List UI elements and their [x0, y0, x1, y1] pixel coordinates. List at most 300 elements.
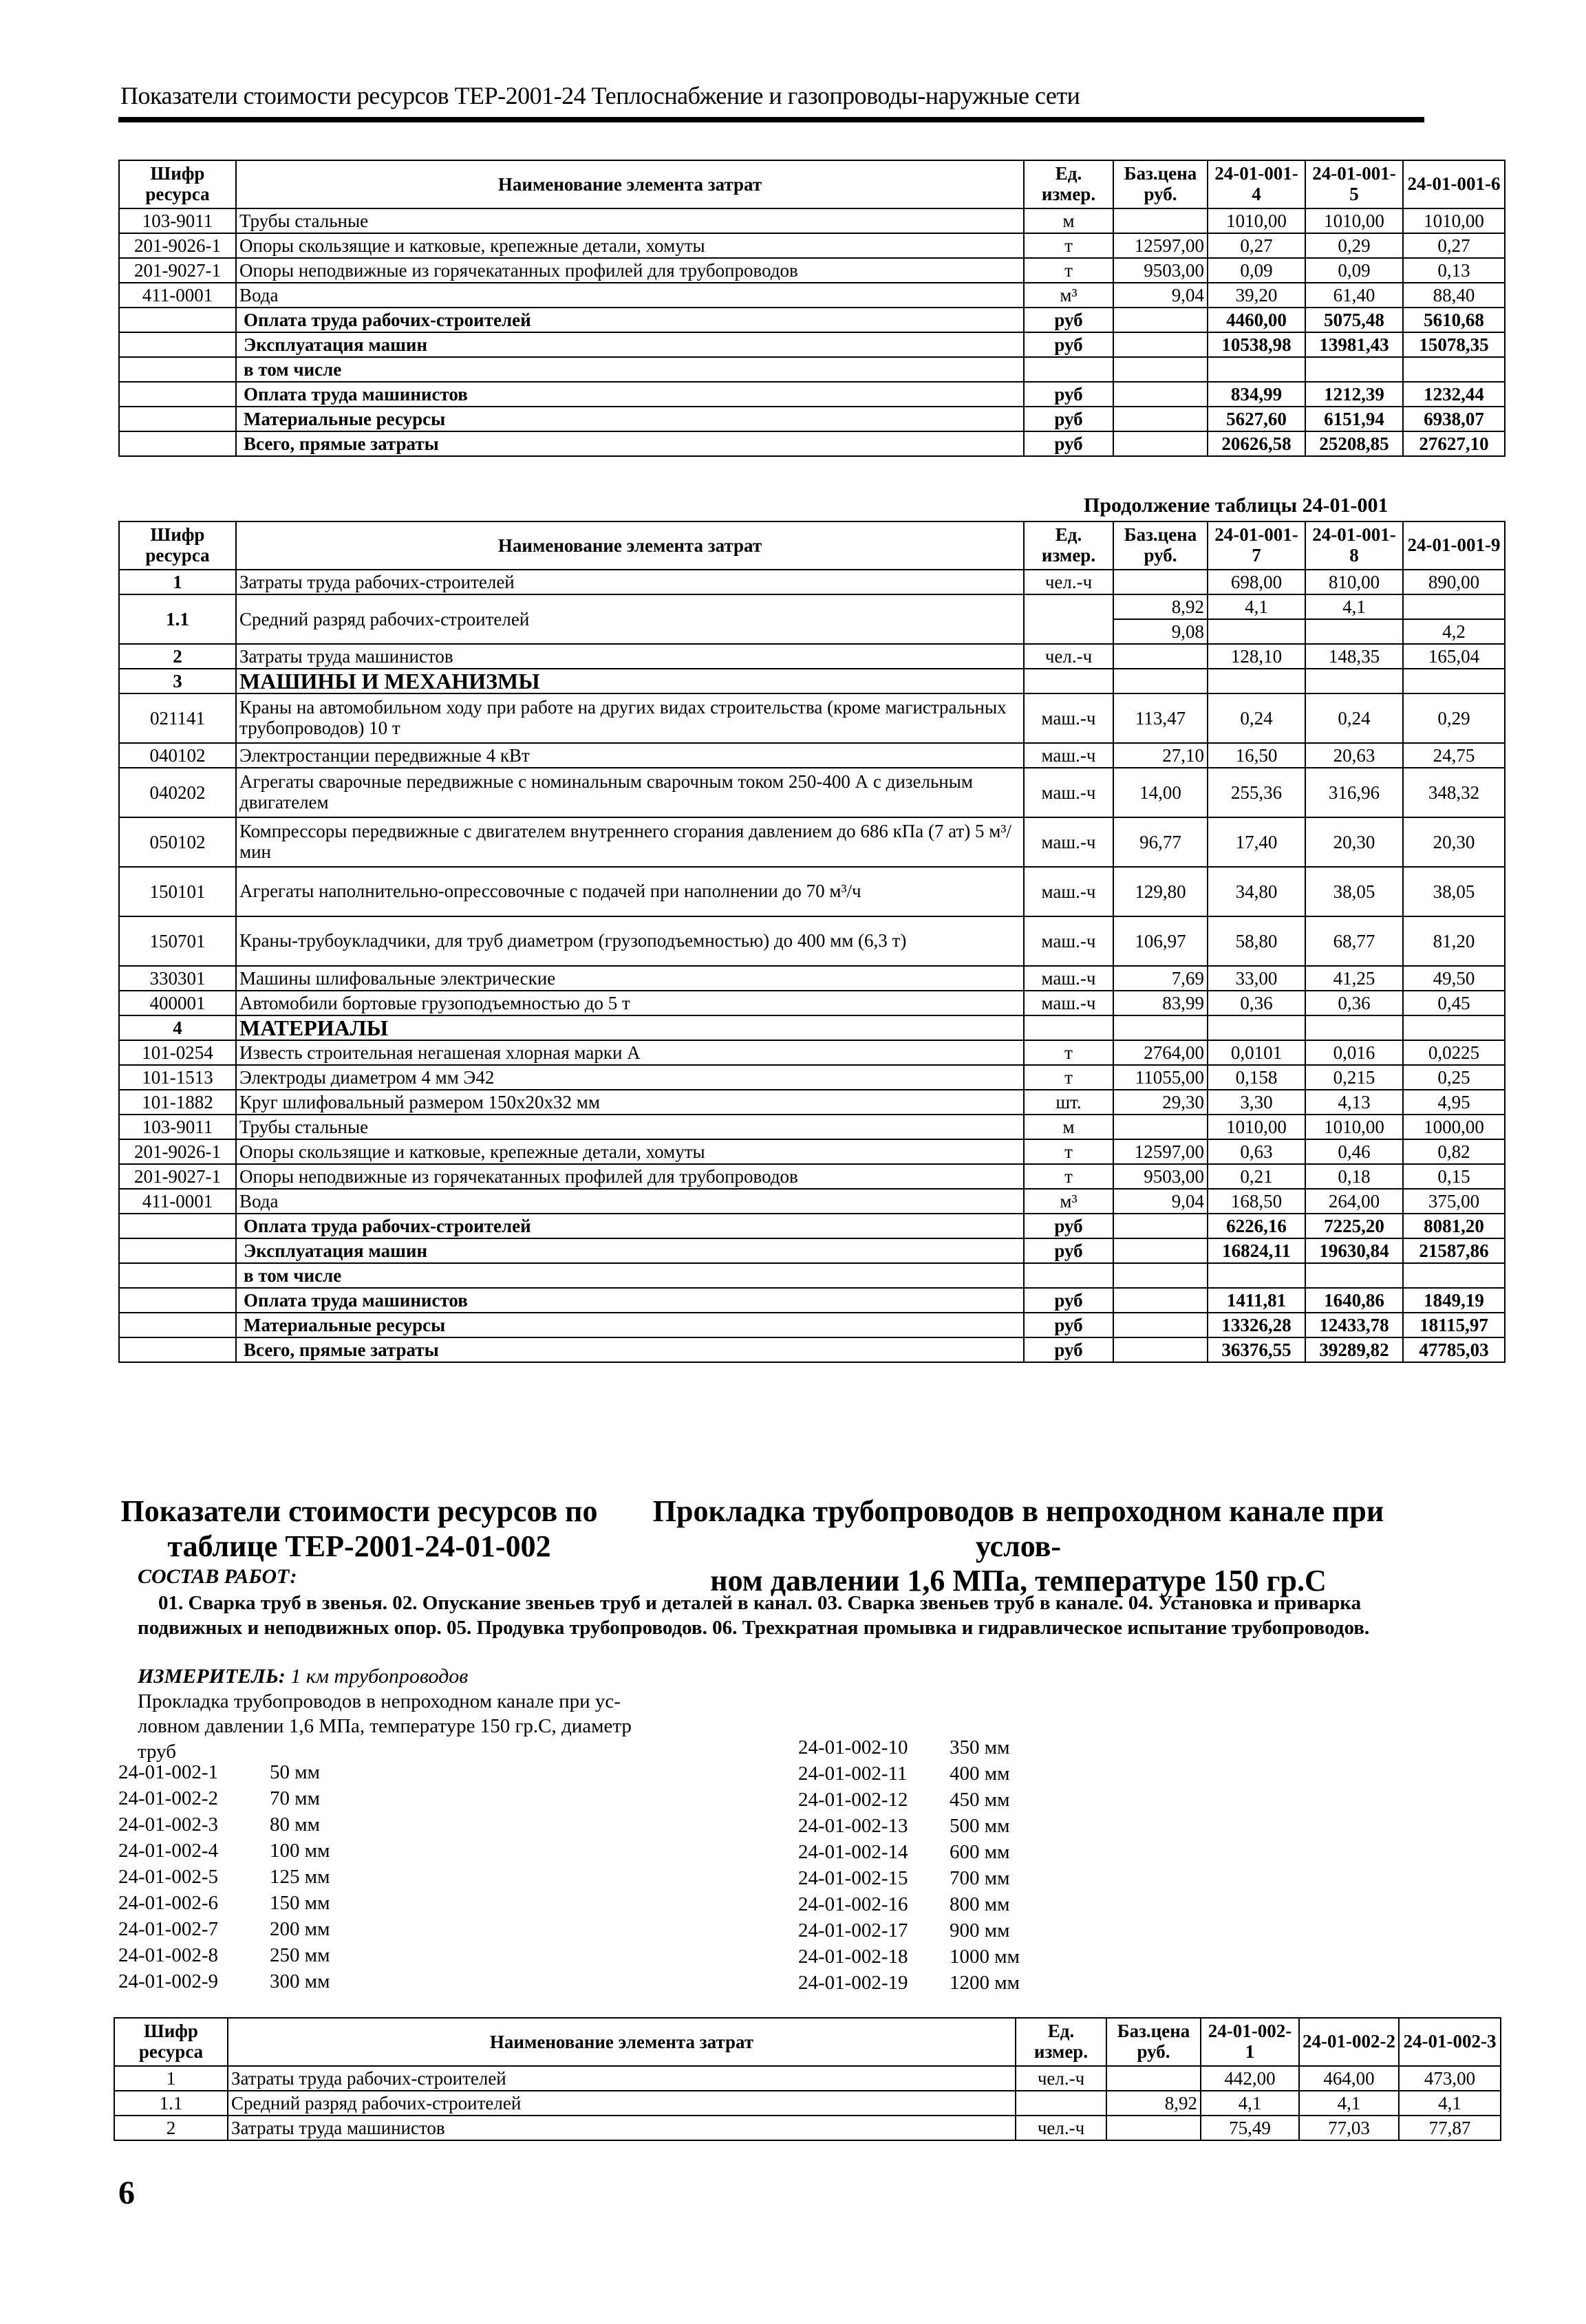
totals-row — [119, 1238, 1505, 1263]
value-c: 88,40 — [1403, 283, 1505, 308]
totals-value-a — [1208, 357, 1305, 382]
col-name-header: Наименование элемента затрат — [228, 2018, 1016, 2066]
section-row — [119, 669, 1505, 693]
resource-name: Агрегаты наполнительно-опрессовочные с подачей при наполнении до 70 м³/ч — [236, 867, 1024, 916]
resource-price: 9,04 — [1113, 283, 1208, 308]
col-unit-header: Ед. измер. — [1016, 2018, 1106, 2066]
resource-name: Известь строительная негашеная хлорная марки А — [236, 1040, 1024, 1065]
resource-price: 27,10 — [1113, 743, 1208, 768]
value-a: 1010,00 — [1208, 208, 1305, 233]
totals-code-blank — [119, 1313, 236, 1337]
resource-unit: м — [1024, 1115, 1113, 1139]
table-row — [119, 233, 1505, 258]
page-number: 6 — [118, 2175, 135, 2211]
resource-code: 150101 — [119, 867, 236, 916]
diameter-code: 24-01-002-4 — [118, 1840, 218, 1862]
totals-name: Эксплуатация машин — [236, 332, 1024, 357]
value-b — [1305, 619, 1403, 644]
totals-price-blank — [1113, 1263, 1208, 1288]
diameter-item — [798, 1919, 1009, 1942]
totals-price-blank — [1113, 332, 1208, 357]
value-a: 128,10 — [1208, 644, 1305, 669]
diameter-item — [118, 1918, 330, 1941]
resource-price: 12597,00 — [1113, 233, 1208, 258]
value-a: 33,00 — [1208, 966, 1305, 991]
table-row — [119, 768, 1505, 817]
resource-unit: м³ — [1024, 283, 1113, 308]
totals-price-blank — [1113, 382, 1208, 407]
value-b: 0,36 — [1305, 991, 1403, 1015]
totals-row — [119, 1263, 1505, 1288]
resource-unit: маш.-ч — [1024, 867, 1113, 916]
value-c: 473,00 — [1399, 2066, 1501, 2091]
value-a: 0,09 — [1208, 258, 1305, 283]
resource-price: 8,92 — [1106, 2091, 1201, 2116]
value-a: 17,40 — [1208, 817, 1305, 867]
diameter-description — [138, 1689, 757, 1764]
resource-unit: маш.-ч — [1024, 966, 1113, 991]
value-a: 34,80 — [1208, 867, 1305, 916]
section-title: МАШИНЫ И МЕХАНИЗМЫ — [236, 669, 1024, 693]
value-c: 1010,00 — [1403, 208, 1505, 233]
totals-value-b — [1305, 1263, 1403, 1288]
diameter-code: 24-01-002-8 — [118, 1944, 218, 1966]
totals-unit — [1024, 357, 1113, 382]
totals-unit: руб — [1024, 1337, 1113, 1362]
resource-unit: т — [1024, 1065, 1113, 1090]
totals-price-blank — [1113, 1313, 1208, 1337]
table-continuation-caption: Продолжение таблицы 24-01-001 — [1084, 494, 1389, 517]
resource-unit: маш.-ч — [1024, 817, 1113, 867]
totals-name: Оплата труда рабочих-строителей — [236, 1214, 1024, 1238]
value-c: 20,30 — [1403, 817, 1505, 867]
value-c: 0,82 — [1403, 1139, 1505, 1164]
col-code-header-c: 24-01-002-3 — [1399, 2018, 1501, 2066]
resource-price: 29,30 — [1113, 1090, 1208, 1115]
diameter-item — [118, 1866, 330, 1889]
totals-code-blank — [119, 1263, 236, 1288]
resource-unit: т — [1024, 233, 1113, 258]
col-unit-header: Ед. измер. — [1024, 160, 1113, 208]
resource-name: Затраты труда машинистов — [228, 2116, 1016, 2140]
resource-code: 040202 — [119, 768, 236, 817]
diameter-code: 24-01-002-9 — [118, 1970, 218, 1992]
table-row — [119, 1164, 1505, 1189]
totals-unit: руб — [1024, 382, 1113, 407]
value-c: 890,00 — [1403, 570, 1505, 594]
value-a: 0,158 — [1208, 1065, 1305, 1090]
totals-row — [119, 431, 1505, 456]
diameter-code: 24-01-002-12 — [798, 1789, 908, 1811]
value-a: 3,30 — [1208, 1090, 1305, 1115]
value-c — [1403, 594, 1505, 619]
value-b: 4,1 — [1305, 594, 1403, 619]
diameter-code: 24-01-002-14 — [798, 1841, 908, 1863]
resource-code: 411-0001 — [119, 283, 236, 308]
resource-price: 9503,00 — [1113, 258, 1208, 283]
value-b: 1010,00 — [1305, 208, 1403, 233]
resource-code: 1.1 — [114, 2091, 228, 2116]
totals-value-c: 47785,03 — [1403, 1337, 1505, 1362]
col-price-header: Баз.цена руб. — [1113, 160, 1208, 208]
value-c: 0,27 — [1403, 233, 1505, 258]
diameter-size: 350 мм — [950, 1736, 1010, 1758]
table-row — [119, 644, 1505, 669]
resource-name: Затраты труда рабочих-строителей — [236, 570, 1024, 594]
diameter-code: 24-01-002-16 — [798, 1893, 908, 1915]
totals-value-a: 16824,11 — [1208, 1238, 1305, 1263]
totals-value-b: 5075,48 — [1305, 308, 1403, 332]
totals-value-a: 36376,55 — [1208, 1337, 1305, 1362]
table-row — [114, 2066, 1501, 2091]
table-row — [119, 1115, 1505, 1139]
value-b: 0,29 — [1305, 233, 1403, 258]
totals-value-c — [1403, 1263, 1505, 1288]
diameter-code: 24-01-002-6 — [118, 1892, 218, 1914]
diameter-size: 200 мм — [270, 1918, 330, 1940]
section-title-left-line2: таблице ТЕР-2001-24-01-002 — [167, 1529, 551, 1563]
col-price-header: Баз.цена руб. — [1113, 521, 1208, 570]
totals-name: Оплата труда машинистов — [236, 382, 1024, 407]
resource-name: Краны на автомобильном ходу при работе на других видах строительства (кроме магистральных трубопроводов) 10 т — [236, 693, 1024, 743]
diameter-item — [798, 1789, 1009, 1811]
diameter-code: 24-01-002-11 — [798, 1763, 908, 1785]
resource-code: 101-1513 — [119, 1065, 236, 1090]
diameter-size: 1000 мм — [950, 1946, 1020, 1968]
resource-name: Вода — [236, 1189, 1024, 1214]
diameter-list-left — [118, 1761, 428, 1995]
diameter-size: 125 мм — [270, 1866, 330, 1888]
diameter-item — [798, 1841, 1009, 1864]
resource-price — [1106, 2066, 1201, 2091]
value-a: 168,50 — [1208, 1189, 1305, 1214]
totals-row — [119, 308, 1505, 332]
value-c: 348,32 — [1403, 768, 1505, 817]
value-b: 264,00 — [1305, 1189, 1403, 1214]
resource-code: 330301 — [119, 966, 236, 991]
resource-price: 129,80 — [1113, 867, 1208, 916]
resource-code: 021141 — [119, 693, 236, 743]
diameter-size: 400 мм — [950, 1763, 1010, 1785]
table-row — [119, 693, 1505, 743]
resource-name: Вода — [236, 283, 1024, 308]
resource-code: 201-9026-1 — [119, 1139, 236, 1164]
resource-code: 050102 — [119, 817, 236, 867]
totals-price-blank — [1113, 431, 1208, 456]
diameter-item — [798, 1736, 1009, 1759]
totals-value-c: 8081,20 — [1403, 1214, 1505, 1238]
value-b: 0,09 — [1305, 258, 1403, 283]
totals-value-b: 19630,84 — [1305, 1238, 1403, 1263]
totals-value-c: 6938,07 — [1403, 407, 1505, 431]
table-row — [119, 817, 1505, 867]
totals-name: Эксплуатация машин — [236, 1238, 1024, 1263]
section-code: 3 — [119, 669, 236, 693]
totals-value-c: 5610,68 — [1403, 308, 1505, 332]
totals-value-a: 4460,00 — [1208, 308, 1305, 332]
diameter-item — [118, 1944, 330, 1967]
totals-value-b: 1640,86 — [1305, 1288, 1403, 1313]
value-c: 0,13 — [1403, 258, 1505, 283]
resource-table-002-1-3 — [114, 2017, 1501, 2141]
table-row — [114, 2116, 1501, 2140]
diameter-code: 24-01-002-3 — [118, 1814, 218, 1836]
totals-code-blank — [119, 1214, 236, 1238]
resource-price: 12597,00 — [1113, 1139, 1208, 1164]
totals-value-b: 25208,85 — [1305, 431, 1403, 456]
totals-row — [119, 1214, 1505, 1238]
meter-value: 1 км трубопроводов — [290, 1665, 469, 1688]
totals-row — [119, 332, 1505, 357]
resource-code: 1 — [119, 570, 236, 594]
resource-unit — [1024, 594, 1113, 644]
table-row — [119, 743, 1505, 768]
totals-value-c: 15078,35 — [1403, 332, 1505, 357]
diameter-code: 24-01-002-1 — [118, 1761, 218, 1783]
diameter-item — [798, 1815, 1009, 1838]
value-b: 148,35 — [1305, 644, 1403, 669]
resource-name: Электроды диаметром 4 мм Э42 — [236, 1065, 1024, 1090]
resource-code: 2 — [119, 644, 236, 669]
value-a: 39,20 — [1208, 283, 1305, 308]
description-line2: ловном давлении 1,6 МПа, температуре 150 гр.С, диаметр — [138, 1715, 632, 1738]
totals-row — [119, 357, 1505, 382]
resource-code: 411-0001 — [119, 1189, 236, 1214]
totals-name: Оплата труда машинистов — [236, 1288, 1024, 1313]
resource-unit: т — [1024, 1040, 1113, 1065]
diameter-size: 450 мм — [950, 1789, 1010, 1811]
diameter-size: 70 мм — [270, 1787, 320, 1809]
section-title-right-line2: ном давлении 1,6 МПа, температуре 150 гр.С — [710, 1564, 1327, 1598]
totals-price-blank — [1113, 308, 1208, 332]
diameter-item — [798, 1763, 1009, 1785]
diameter-item — [118, 1814, 320, 1836]
totals-value-a: 13326,28 — [1208, 1313, 1305, 1337]
resource-price — [1113, 1115, 1208, 1139]
value-c: 0,29 — [1403, 693, 1505, 743]
totals-value-b: 39289,82 — [1305, 1337, 1403, 1362]
value-a: 75,49 — [1201, 2116, 1299, 2140]
totals-value-a: 1411,81 — [1208, 1288, 1305, 1313]
totals-row — [119, 382, 1505, 407]
totals-row — [119, 407, 1505, 431]
value-c: 4,2 — [1403, 619, 1505, 644]
value-a: 698,00 — [1208, 570, 1305, 594]
totals-value-b: 13981,43 — [1305, 332, 1403, 357]
totals-unit: руб — [1024, 1313, 1113, 1337]
diameter-item — [798, 1972, 1020, 1994]
diameter-size: 600 мм — [950, 1841, 1010, 1863]
totals-price-blank — [1113, 1238, 1208, 1263]
resource-unit: т — [1024, 1139, 1113, 1164]
resource-unit: шт. — [1024, 1090, 1113, 1115]
resource-price: 7,69 — [1113, 966, 1208, 991]
totals-value-a: 5627,60 — [1208, 407, 1305, 431]
totals-unit: руб — [1024, 1214, 1113, 1238]
diameter-item — [798, 1893, 1009, 1916]
resource-name: Машины шлифовальные электрические — [236, 966, 1024, 991]
totals-name: в том числе — [236, 1263, 1024, 1288]
value-a: 0,63 — [1208, 1139, 1305, 1164]
value-c: 375,00 — [1403, 1189, 1505, 1214]
resource-name: Опоры скользящие и катковые, крепежные детали, хомуты — [236, 1139, 1024, 1164]
resource-unit: м³ — [1024, 1189, 1113, 1214]
diameter-size: 250 мм — [270, 1944, 330, 1966]
table-row — [119, 966, 1505, 991]
resource-name: Средний разряд рабочих-строителей — [228, 2091, 1016, 2116]
resource-name: Опоры неподвижные из горячекатанных профилей для трубопроводов — [236, 1164, 1024, 1189]
value-a: 0,0101 — [1208, 1040, 1305, 1065]
value-b: 0,18 — [1305, 1164, 1403, 1189]
resource-unit: чел.-ч — [1016, 2116, 1106, 2140]
value-c: 81,20 — [1403, 916, 1505, 966]
resource-name: Средний разряд рабочих-строителей — [236, 594, 1024, 644]
resource-code: 040102 — [119, 743, 236, 768]
resource-code: 150701 — [119, 916, 236, 966]
value-b: 316,96 — [1305, 768, 1403, 817]
totals-value-a — [1208, 1263, 1305, 1288]
resource-unit: чел.-ч — [1016, 2066, 1106, 2091]
totals-value-c: 18115,97 — [1403, 1313, 1505, 1337]
value-b: 4,13 — [1305, 1090, 1403, 1115]
totals-code-blank — [119, 1337, 236, 1362]
col-code-header-c: 24-01-001-9 — [1403, 521, 1505, 570]
col-code-header-a: 24-01-001-4 — [1208, 160, 1305, 208]
description-line3: труб — [138, 1740, 177, 1763]
resource-name: Автомобили бортовые грузоподъемностью до 5 т — [236, 991, 1024, 1015]
resource-table-001-4-6 — [118, 160, 1505, 457]
composition-text: 01. Сварка труб в звенья. 02. Опускание звеньев труб и деталей в канал. 03. Сварка звеньев труб в канале. 04. Установка и приварка подвижных и неподвижных опор. 05. Продувка трубопроводов. 06. Трехкратная промывка и гидравлическое испытание трубопроводов. — [138, 1592, 1370, 1639]
resource-unit: м — [1024, 208, 1113, 233]
diameter-size: 900 мм — [950, 1919, 1010, 1941]
value-a: 442,00 — [1201, 2066, 1299, 2091]
resource-price: 9,04 — [1113, 1189, 1208, 1214]
table-row — [119, 1189, 1505, 1214]
col-price-header: Баз.цена руб. — [1106, 2018, 1201, 2066]
totals-unit: руб — [1024, 308, 1113, 332]
section-title-left-line1: Показатели стоимости ресурсов по — [120, 1494, 598, 1528]
section-title: МАТЕРИАЛЫ — [236, 1015, 1024, 1040]
value-b: 1010,00 — [1305, 1115, 1403, 1139]
diameter-item — [118, 1761, 320, 1784]
diameter-code: 24-01-002-19 — [798, 1972, 908, 1994]
composition-label: СОСТАВ РАБОТ: — [138, 1565, 297, 1588]
totals-value-a: 6226,16 — [1208, 1214, 1305, 1238]
value-c: 4,95 — [1403, 1090, 1505, 1115]
col-code-header-b: 24-01-001-5 — [1305, 160, 1403, 208]
diameter-code: 24-01-002-15 — [798, 1867, 908, 1889]
resource-unit: маш.-ч — [1024, 743, 1113, 768]
totals-name: Всего, прямые затраты — [236, 1337, 1024, 1362]
resource-price: 9503,00 — [1113, 1164, 1208, 1189]
totals-value-c: 27627,10 — [1403, 431, 1505, 456]
totals-value-c: 1232,44 — [1403, 382, 1505, 407]
table-row — [119, 991, 1505, 1015]
totals-code-blank — [119, 308, 236, 332]
value-c: 1000,00 — [1403, 1115, 1505, 1139]
totals-name: в том числе — [236, 357, 1024, 382]
totals-code-blank — [119, 332, 236, 357]
value-c: 4,1 — [1399, 2091, 1501, 2116]
resource-code: 400001 — [119, 991, 236, 1015]
value-a: 58,80 — [1208, 916, 1305, 966]
resource-code: 2 — [114, 2116, 228, 2140]
diameter-code: 24-01-002-10 — [798, 1736, 908, 1758]
diameter-code: 24-01-002-5 — [118, 1866, 218, 1888]
totals-row — [119, 1337, 1505, 1362]
value-b: 810,00 — [1305, 570, 1403, 594]
diameter-size: 1200 мм — [950, 1972, 1020, 1994]
resource-code: 101-1882 — [119, 1090, 236, 1115]
resource-unit: т — [1024, 1164, 1113, 1189]
totals-row — [119, 1288, 1505, 1313]
table-row — [119, 1040, 1505, 1065]
table-row — [119, 1065, 1505, 1090]
table-row — [119, 1090, 1505, 1115]
value-b: 38,05 — [1305, 867, 1403, 916]
resource-code: 101-0254 — [119, 1040, 236, 1065]
value-a: 1010,00 — [1208, 1115, 1305, 1139]
totals-value-b: 1212,39 — [1305, 382, 1403, 407]
totals-value-c: 21587,86 — [1403, 1238, 1505, 1263]
diameter-size: 800 мм — [950, 1893, 1010, 1915]
section-title-left — [118, 1494, 600, 1564]
section-title-right — [619, 1494, 1417, 1599]
totals-code-blank — [119, 431, 236, 456]
totals-unit: руб — [1024, 332, 1113, 357]
value-b: 68,77 — [1305, 916, 1403, 966]
resource-table-001-7-9 — [118, 521, 1505, 1363]
value-c: 165,04 — [1403, 644, 1505, 669]
resource-unit: чел.-ч — [1024, 570, 1113, 594]
col-code-header-b: 24-01-002-2 — [1299, 2018, 1399, 2066]
diameter-code: 24-01-002-7 — [118, 1918, 218, 1940]
diameter-list-right — [798, 1736, 1108, 1998]
value-b: 464,00 — [1299, 2066, 1399, 2091]
resource-unit: маш.-ч — [1024, 991, 1113, 1015]
value-b: 61,40 — [1305, 283, 1403, 308]
totals-row — [119, 1313, 1505, 1337]
value-a: 4,1 — [1201, 2091, 1299, 2116]
resource-name: Агрегаты сварочные передвижные с номинальным сварочным током 250-400 А с дизельным двигателем — [236, 768, 1024, 817]
totals-price-blank — [1113, 407, 1208, 431]
table-row — [119, 570, 1505, 594]
totals-name: Материальные ресурсы — [236, 1313, 1024, 1337]
resource-name: Трубы стальные — [236, 1115, 1024, 1139]
resource-code: 103-9011 — [119, 208, 236, 233]
value-c: 77,87 — [1399, 2116, 1501, 2140]
resource-name: Электростанции передвижные 4 кВт — [236, 743, 1024, 768]
diameter-size: 80 мм — [270, 1814, 320, 1836]
totals-value-b: 6151,94 — [1305, 407, 1403, 431]
value-b: 0,016 — [1305, 1040, 1403, 1065]
resource-name: Опоры скользящие и катковые, крепежные детали, хомуты — [236, 233, 1024, 258]
value-a: 0,21 — [1208, 1164, 1305, 1189]
diameter-item — [118, 1840, 330, 1862]
resource-code: 201-9027-1 — [119, 1164, 236, 1189]
resource-name: Опоры неподвижные из горячекатанных профилей для трубопроводов — [236, 258, 1024, 283]
resource-code: 1 — [114, 2066, 228, 2091]
totals-value-c — [1403, 357, 1505, 382]
totals-value-a: 834,99 — [1208, 382, 1305, 407]
value-b: 4,1 — [1299, 2091, 1399, 2116]
value-b: 0,215 — [1305, 1065, 1403, 1090]
col-name-header: Наименование элемента затрат — [236, 160, 1024, 208]
diameter-size: 100 мм — [270, 1840, 330, 1862]
value-a — [1208, 619, 1305, 644]
totals-price-blank — [1113, 1288, 1208, 1313]
value-a: 16,50 — [1208, 743, 1305, 768]
